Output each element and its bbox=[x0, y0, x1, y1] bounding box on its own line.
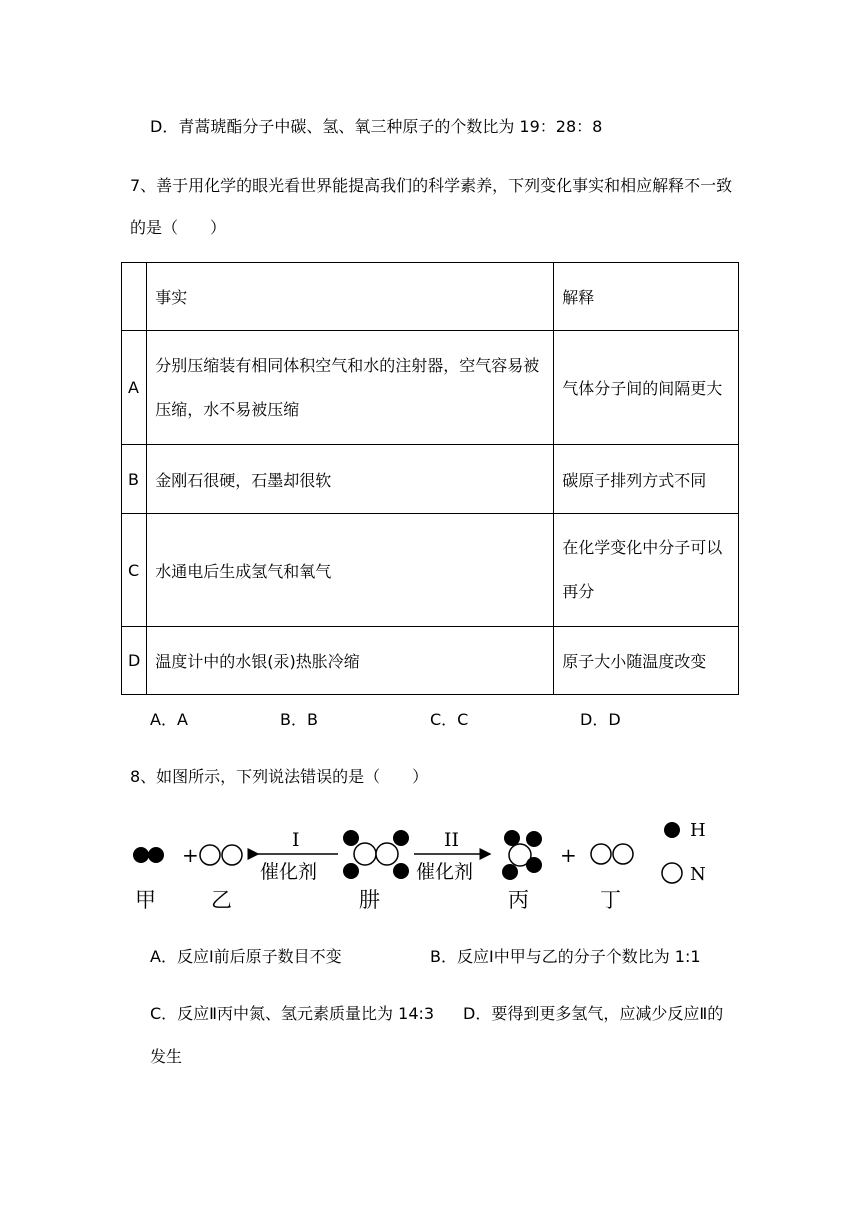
fact-line: 分别压缩装有相同体积空气和水的注射器，空气容易被 bbox=[155, 355, 540, 375]
molecule-yi-icon bbox=[200, 845, 242, 865]
molecule-hydrazine-icon bbox=[343, 830, 409, 879]
q7-stem-line1: 7、善于用化学的眼光看世界能提高我们的科学素养，下列变化事实和相应解释不一致 bbox=[130, 176, 733, 195]
explanation-cell bbox=[554, 331, 739, 445]
fact-cell bbox=[147, 514, 554, 627]
fact-line: 水通电后生成氢气和氧气 bbox=[155, 561, 332, 581]
catalyst-label-i: 催化剂 bbox=[260, 861, 318, 883]
row-label: B bbox=[122, 445, 147, 514]
reaction-diagram-svg bbox=[120, 815, 740, 920]
table-header-row bbox=[122, 263, 739, 331]
explanation-line: 碳原子排列方式不同 bbox=[562, 470, 707, 490]
label-hydrazine: 肼 bbox=[359, 888, 380, 912]
explanation-line: 在化学变化中分子可以 bbox=[562, 538, 723, 557]
plus-sign: + bbox=[182, 843, 199, 867]
q7-option-d[interactable]: D．D bbox=[580, 710, 621, 729]
label-jia: 甲 bbox=[135, 888, 156, 912]
q8-option-d-continued: 发生 bbox=[150, 1047, 183, 1066]
legend-n-label: N bbox=[690, 864, 706, 885]
header-cell-explanation: 解释 bbox=[554, 263, 739, 331]
q7-option-a[interactable]: A．A bbox=[150, 710, 188, 729]
molecule-bing-icon bbox=[502, 830, 542, 880]
table-row bbox=[122, 331, 739, 445]
legend-h-icon bbox=[664, 822, 680, 838]
plus-sign: + bbox=[560, 843, 577, 867]
q8-option-d[interactable]: D．要得到更多氢气，应减少反应Ⅱ的 bbox=[463, 1004, 724, 1023]
prev-question-option-d: D．青蒿琥酯分子中碳、氢、氧三种原子的个数比为 19：28：8 bbox=[150, 117, 603, 136]
explanation-cell bbox=[554, 627, 739, 695]
row-label: A bbox=[122, 331, 147, 445]
row-label: D bbox=[122, 627, 147, 695]
header-cell-fact: 事实 bbox=[147, 263, 554, 331]
table-row bbox=[122, 514, 739, 627]
q7-option-b[interactable]: B．B bbox=[280, 710, 318, 729]
explanation-line: 原子大小随温度改变 bbox=[562, 652, 707, 671]
catalyst-label-ii: 催化剂 bbox=[416, 861, 474, 883]
reaction-diagram bbox=[120, 815, 740, 920]
q7-fact-table bbox=[121, 262, 739, 695]
q7-stem-line2: 的是（ ） bbox=[130, 218, 227, 237]
q8-stem: 8、如图所示，下列说法错误的是（ ） bbox=[130, 767, 429, 786]
molecule-ding-icon bbox=[591, 844, 633, 864]
label-yi: 乙 bbox=[211, 888, 232, 912]
q8-option-b[interactable]: B．反应Ⅰ中甲与乙的分子个数比为 1:1 bbox=[430, 947, 701, 966]
fact-line: 压缩，水不易被压缩 bbox=[155, 399, 300, 419]
fact-cell bbox=[147, 445, 554, 514]
legend-h-label: H bbox=[690, 820, 706, 841]
row-label: C bbox=[122, 514, 147, 627]
explanation-cell bbox=[554, 514, 739, 627]
label-bing: 丙 bbox=[508, 888, 529, 912]
label-ding: 丁 bbox=[600, 888, 621, 912]
header-cell-label bbox=[122, 263, 147, 331]
molecule-jia-icon bbox=[133, 847, 164, 863]
explanation-cell bbox=[554, 445, 739, 514]
table-row bbox=[122, 627, 739, 695]
reaction-ii-numeral: II bbox=[444, 829, 460, 851]
reaction-i-numeral: I bbox=[292, 829, 300, 851]
q7-option-c[interactable]: C．C bbox=[430, 710, 469, 729]
q8-option-c[interactable]: C．反应Ⅱ丙中氮、氢元素质量比为 14:3 bbox=[150, 1004, 435, 1023]
legend-n-icon bbox=[662, 863, 682, 883]
explanation-line: 再分 bbox=[562, 582, 595, 601]
fact-cell bbox=[147, 331, 554, 445]
table-row bbox=[122, 445, 739, 514]
fact-cell bbox=[147, 627, 554, 695]
fact-line: 温度计中的水银(汞)热胀冷缩 bbox=[155, 652, 360, 671]
explanation-line: 气体分子间的间隔更大 bbox=[562, 379, 723, 398]
fact-line: 金刚石很硬，石墨却很软 bbox=[155, 470, 332, 490]
q8-option-a[interactable]: A．反应Ⅰ前后原子数目不变 bbox=[150, 947, 342, 966]
